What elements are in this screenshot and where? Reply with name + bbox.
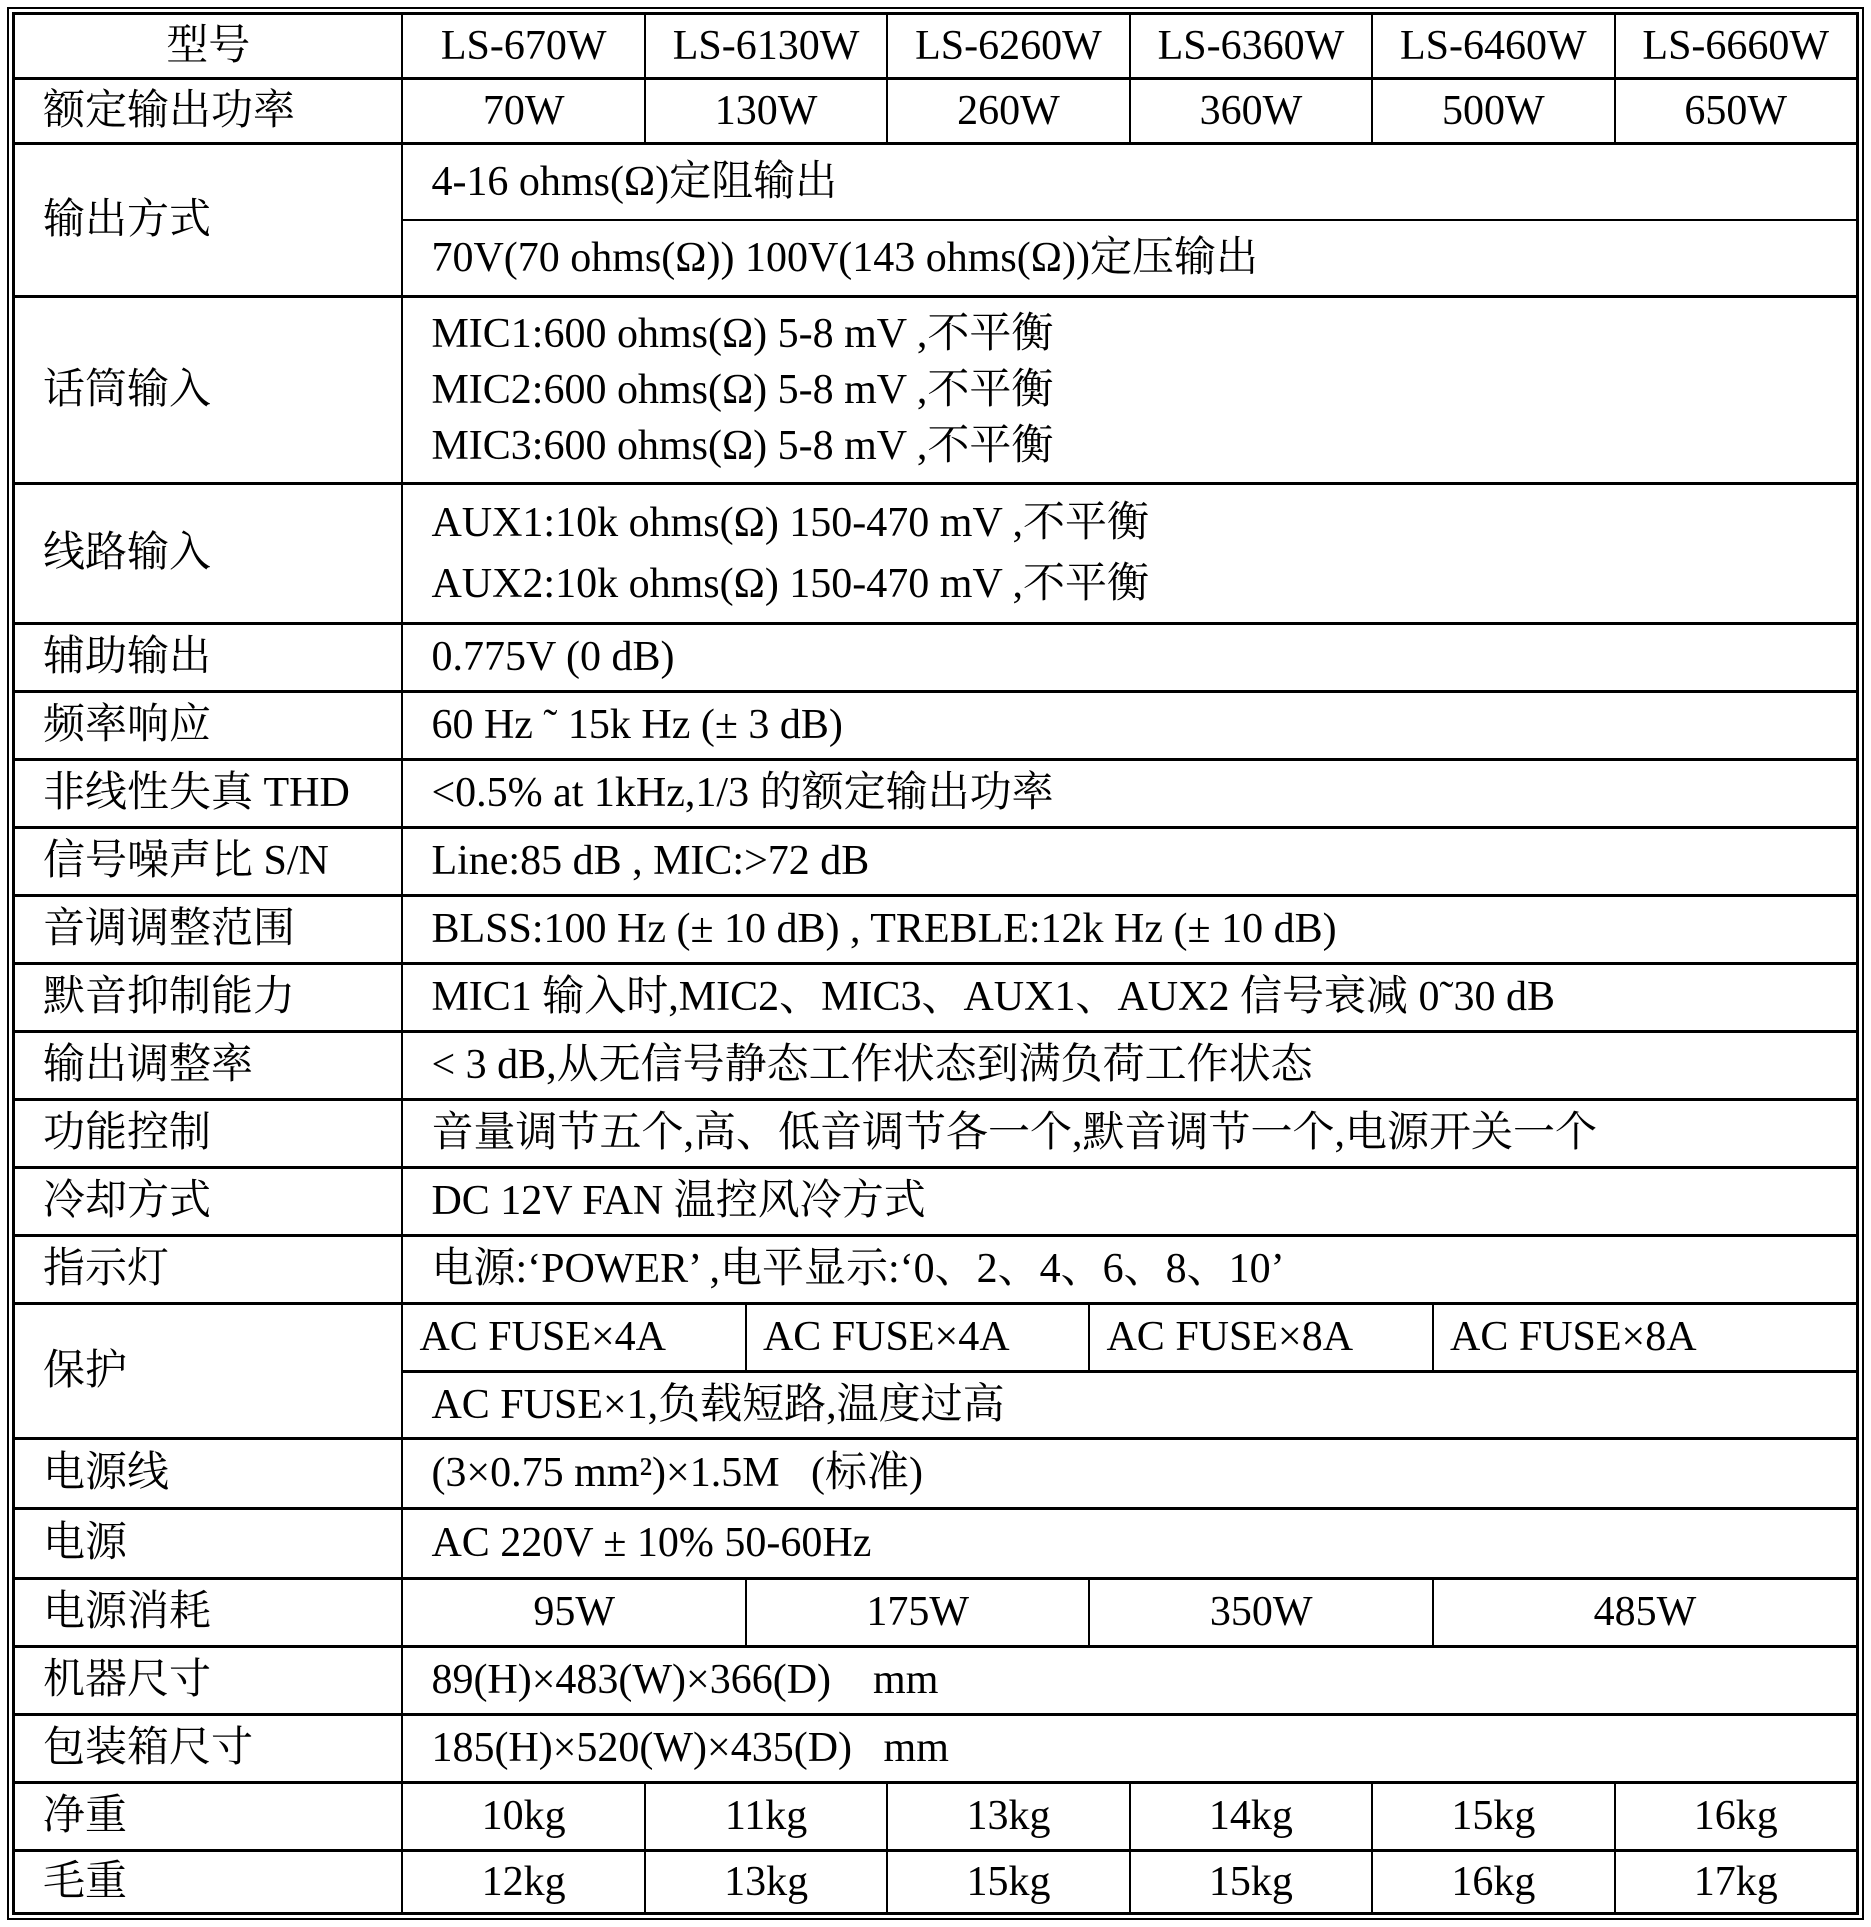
row-label-function-control: 功能控制: [15, 1101, 403, 1166]
row-power-supply: [15, 1510, 1856, 1580]
cooling-value: DC 12V FAN 温控风冷方式: [431, 1178, 926, 1225]
mute-suppress-value: MIC1 输入时,MIC2、MIC3、AUX1、AUX2 信号衰减 0˜30 dB: [431, 974, 1555, 1021]
row-label-mic-input: 话筒输入: [15, 298, 403, 482]
gross-weight-value: 17kg: [1693, 1858, 1778, 1905]
row-function-control: [15, 1101, 1856, 1169]
row-snr: [15, 829, 1856, 897]
carton-size-value: 185(H)×520(W)×435(D) mm: [431, 1725, 949, 1772]
row-power-cord: [15, 1440, 1856, 1510]
rated-power-value: 260W: [888, 80, 1130, 142]
row-label-line-input: 线路输入: [15, 485, 403, 622]
line-input-cell: [403, 485, 1856, 622]
row-output-regulation: [15, 1033, 1856, 1101]
row-label-thd: 非线性失真 THD: [15, 761, 403, 826]
rated-power-columns: [403, 80, 1856, 142]
power-supply-value: AC 220V ± 10% 50-60Hz: [431, 1520, 872, 1567]
net-weight-value: 13kg: [888, 1784, 1130, 1849]
row-label-power-consumption: 电源消耗: [15, 1580, 403, 1645]
row-freq-response: [15, 693, 1856, 761]
model-name: LS-6360W: [1131, 15, 1373, 77]
net-weight-value: 11kg: [646, 1784, 888, 1849]
net-weight-value: 10kg: [403, 1784, 645, 1849]
row-label-mute-suppress: 默音抑制能力: [15, 965, 403, 1030]
protection-fuse: AC FUSE×8A: [1090, 1305, 1434, 1370]
row-protection: [15, 1305, 1856, 1440]
protection-fuse: AC FUSE×4A: [403, 1305, 747, 1370]
gross-weight-columns: [403, 1852, 1856, 1912]
row-label-gross-weight: 毛重: [15, 1852, 403, 1912]
row-label-power-supply: 电源: [15, 1510, 403, 1577]
model-name: LS-6660W: [1642, 22, 1830, 69]
row-line-input: [15, 485, 1856, 625]
model-name: LS-670W: [403, 15, 645, 77]
power-consumption-value: 485W: [1593, 1589, 1697, 1636]
row-label-unit-size: 机器尺寸: [15, 1648, 403, 1713]
output-regulation-value: < 3 dB,从无信号静态工作状态到满负荷工作状态: [431, 1042, 1313, 1089]
rated-power-value: 360W: [1131, 80, 1373, 142]
protection-fuse-row: [403, 1305, 1856, 1373]
power-cord-value: (3×0.75 mm²)×1.5M (标准): [431, 1450, 924, 1497]
model-columns: [403, 15, 1856, 77]
gross-weight-value: 15kg: [1131, 1852, 1373, 1912]
row-net-weight: [15, 1784, 1856, 1852]
row-label-tone-range: 音调调整范围: [15, 897, 403, 962]
protection-fuse: AC FUSE×8A: [1449, 1314, 1697, 1361]
row-cooling: [15, 1169, 1856, 1237]
net-weight-value: 14kg: [1131, 1784, 1373, 1849]
row-label-freq-response: 频率响应: [15, 693, 403, 758]
gross-weight-value: 12kg: [403, 1852, 645, 1912]
mic-input-line: MIC1:600 ohms(Ω) 5-8 mV ,不平衡: [431, 310, 1054, 357]
power-consumption-cells: [403, 1580, 1856, 1645]
protection-line2: AC FUSE×1,负载短路,温度过高: [431, 1381, 1005, 1428]
gross-weight-value: 15kg: [888, 1852, 1130, 1912]
spec-table-frame: [7, 7, 1864, 1920]
protection-fuse: AC FUSE×4A: [747, 1305, 1091, 1370]
row-label-snr: 信号噪声比 S/N: [15, 829, 403, 894]
indicators-value: 电源:‘POWER’ ,电平显示:‘0、2、4、6、8、10’: [431, 1246, 1285, 1293]
row-label-carton-size: 包装箱尺寸: [15, 1716, 403, 1781]
model-name: LS-6460W: [1373, 15, 1615, 77]
rated-power-value: 650W: [1684, 87, 1788, 134]
mic-input-line: MIC2:600 ohms(Ω) 5-8 mV ,不平衡: [431, 366, 1054, 413]
spec-table: [12, 12, 1859, 1915]
row-gross-weight: [15, 1852, 1856, 1912]
rated-power-value: 130W: [646, 80, 888, 142]
function-control-value: 音量调节五个,高、低音调节各一个,默音调节一个,电源开关一个: [431, 1110, 1597, 1157]
model-name: LS-6130W: [646, 15, 888, 77]
row-mute-suppress: [15, 965, 1856, 1033]
aux-output-value: 0.775V (0 dB): [431, 634, 675, 681]
row-mic-input: [15, 298, 1856, 485]
net-weight-columns: [403, 1784, 1856, 1849]
row-indicators: [15, 1237, 1856, 1305]
output-mode-line: 70V(70 ohms(Ω)) 100V(143 ohms(Ω))定压输出: [431, 234, 1258, 281]
net-weight-value: 15kg: [1373, 1784, 1615, 1849]
model-name: LS-6260W: [888, 15, 1130, 77]
line-input-line: AUX2:10k ohms(Ω) 150-470 mV ,不平衡: [431, 560, 1150, 607]
protection-stack: [403, 1305, 1856, 1437]
power-consumption-value: 175W: [747, 1580, 1091, 1645]
rated-power-value: 500W: [1373, 80, 1615, 142]
rated-power-value: 70W: [403, 80, 645, 142]
row-output-mode: [15, 145, 1856, 298]
row-label-indicators: 指示灯: [15, 1237, 403, 1302]
row-label-cooling: 冷却方式: [15, 1169, 403, 1234]
power-consumption-value: 350W: [1090, 1580, 1434, 1645]
row-tone-range: [15, 897, 1856, 965]
row-label-output-mode: 输出方式: [15, 145, 403, 295]
mic-input-line: MIC3:600 ohms(Ω) 5-8 mV ,不平衡: [431, 422, 1054, 469]
line-input-line: AUX1:10k ohms(Ω) 150-470 mV ,不平衡: [431, 500, 1150, 547]
row-label-power-cord: 电源线: [15, 1440, 403, 1507]
unit-size-value: 89(H)×483(W)×366(D) mm: [431, 1657, 939, 1704]
row-model: [15, 15, 1856, 80]
power-consumption-value: 95W: [403, 1580, 747, 1645]
row-thd: [15, 761, 1856, 829]
row-label-net-weight: 净重: [15, 1784, 403, 1849]
row-unit-size: [15, 1648, 1856, 1716]
row-label-aux-output: 辅助输出: [15, 625, 403, 690]
net-weight-value: 16kg: [1693, 1793, 1778, 1840]
row-power-consumption: [15, 1580, 1856, 1648]
output-mode-line: 4-16 ohms(Ω)定阻输出: [403, 145, 1856, 221]
mic-input-cell: [403, 298, 1856, 482]
snr-value: Line:85 dB , MIC:>72 dB: [431, 838, 870, 885]
row-carton-size: [15, 1716, 1856, 1784]
gross-weight-value: 13kg: [646, 1852, 888, 1912]
output-mode-stack: [403, 145, 1856, 295]
gross-weight-value: 16kg: [1373, 1852, 1615, 1912]
row-label-output-regulation: 输出调整率: [15, 1033, 403, 1098]
row-label-model: 型号: [15, 15, 403, 77]
tone-range-value: BLSS:100 Hz (± 10 dB) , TREBLE:12k Hz (± 10 dB): [431, 906, 1337, 953]
row-rated-power: [15, 80, 1856, 145]
row-aux-output: [15, 625, 1856, 693]
row-label-protection: 保护: [15, 1305, 403, 1437]
row-label-rated-power: 额定输出功率: [15, 80, 403, 142]
thd-value: <0.5% at 1kHz,1/3 的额定输出功率: [431, 770, 1054, 817]
freq-response-value: 60 Hz ˜ 15k Hz (± 3 dB): [431, 702, 843, 749]
